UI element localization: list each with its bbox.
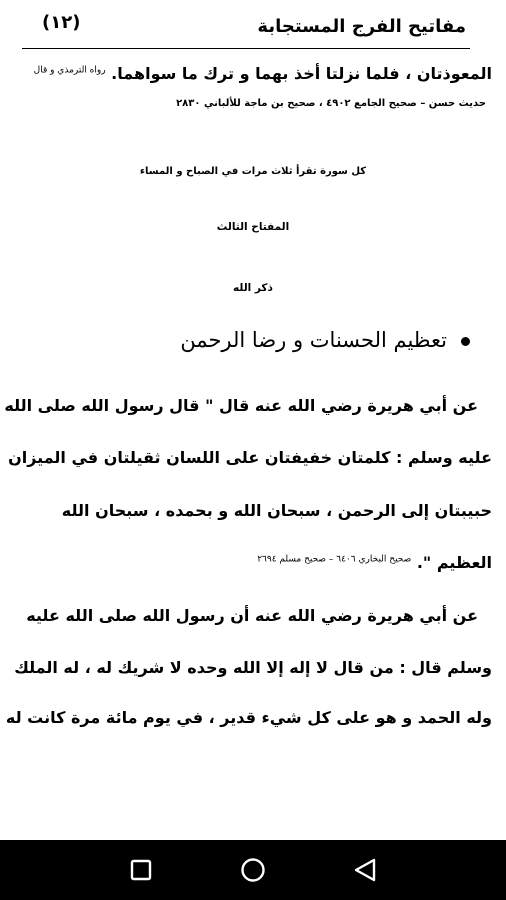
hadith2-line1: عن أبي هريرة رضي الله عنه أن رسول الله صلى الله عليه bbox=[26, 606, 478, 625]
key-subheading: ذكر الله bbox=[233, 282, 273, 294]
lead-line-2: حديث حسن – صحيح الجامع ٤٩٠٢ ، صحيح بن ماجة للألباني ٢٨٣٠ bbox=[176, 98, 486, 109]
hadith2-line3: وله الحمد و هو على كل شيء قدير ، في يوم مائة مرة كانت له bbox=[5, 708, 492, 727]
lead-line-1-source: رواه الترمذي و قال bbox=[33, 65, 106, 76]
triangle-back-icon bbox=[352, 857, 378, 883]
lead-line-1-text: المعوذتان ، فلما نزلتا أخذ بهما و ترك ما سواهما. bbox=[111, 64, 492, 83]
hadith1-line4-text: العظيم ". bbox=[416, 553, 492, 572]
hadith1-line2: عليه وسلم : كلمتان خفيفتان على اللسان ثقيلتان في الميزان bbox=[8, 448, 492, 467]
hadith1-line1: عن أبي هريرة رضي الله عنه قال " قال رسول الله صلى الله bbox=[4, 396, 478, 415]
bullet-item bbox=[180, 328, 470, 352]
page-number: (١٢) bbox=[42, 12, 81, 33]
bullet-icon bbox=[461, 337, 470, 346]
hadith2-line2: وسلم قال : من قال لا إله إلا الله وحده لا شريك له ، له الملك bbox=[14, 658, 492, 677]
bullet-text: تعظيم الحسنات و رضا الرحمن bbox=[180, 328, 447, 352]
hadith1-line3: حبيبتان إلى الرحمن ، سبحان الله و بحمده ، سبحان الله bbox=[61, 501, 492, 520]
hadith1-line4 bbox=[257, 553, 492, 572]
home-button[interactable] bbox=[233, 850, 273, 890]
page-header bbox=[22, 8, 470, 49]
note-line: كل سورة تقرأ ثلاث مرات في الصباح و المساء bbox=[139, 166, 367, 177]
page-title: مفاتيح الفرج المستجابة bbox=[257, 16, 466, 37]
hadith1-source: صحيح البخاري ٦٤٠٦ – صحيح مسلم ٢٦٩٤ bbox=[257, 554, 412, 565]
android-nav-bar bbox=[0, 840, 506, 900]
square-icon bbox=[130, 859, 152, 881]
circle-icon bbox=[240, 857, 266, 883]
recent-apps-button[interactable] bbox=[121, 850, 161, 890]
key-heading: المفتاح الثالث bbox=[216, 221, 290, 233]
back-button[interactable] bbox=[345, 850, 385, 890]
lead-line-1 bbox=[34, 64, 492, 83]
